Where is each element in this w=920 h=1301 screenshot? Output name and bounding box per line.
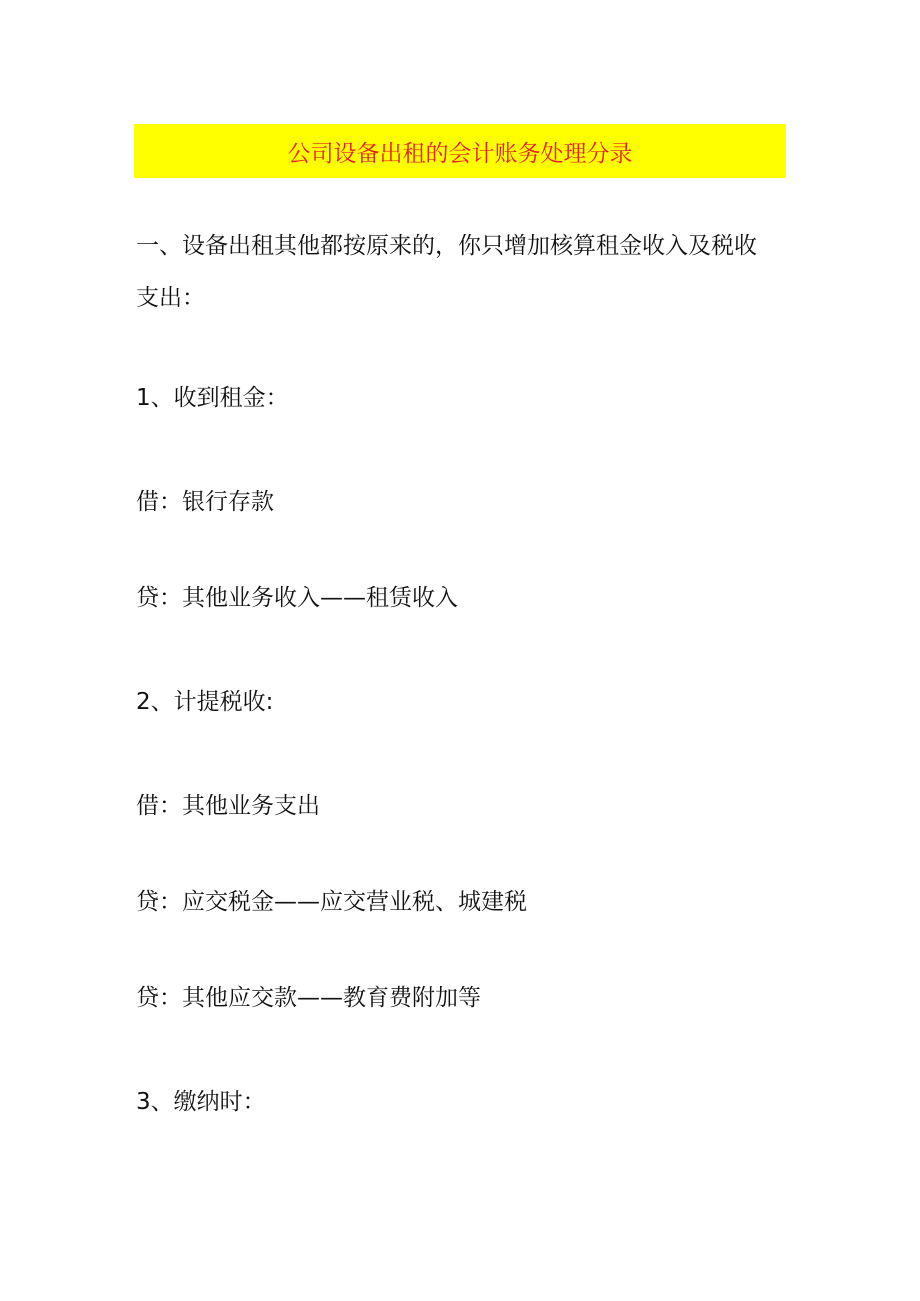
step3-heading: 3、缴纳时： <box>136 1089 266 1115</box>
intro-paragraph <box>136 220 776 324</box>
step1-debit-entry: 借：银行存款 <box>136 489 274 515</box>
intro-line-1: 一、设备出租其他都按原来的，你只增加核算租金收入及税收 <box>136 233 757 259</box>
document-title-band <box>134 124 786 178</box>
step2-heading: 2、计提税收: <box>136 689 274 715</box>
intro-line-2: 支出： <box>136 285 205 311</box>
step2-debit-entry: 借：其他业务支出 <box>136 793 320 819</box>
step2-credit-entry-surcharge: 贷：其他应交款——教育费附加等 <box>136 985 481 1011</box>
document-title: 公司设备出租的会计账务处理分录 <box>287 140 633 167</box>
step1-credit-entry: 贷：其他业务收入——租赁收入 <box>136 585 458 611</box>
step2-credit-entry-tax: 贷：应交税金——应交营业税、城建税 <box>136 889 527 915</box>
step1-heading: 1、收到租金： <box>136 385 289 411</box>
